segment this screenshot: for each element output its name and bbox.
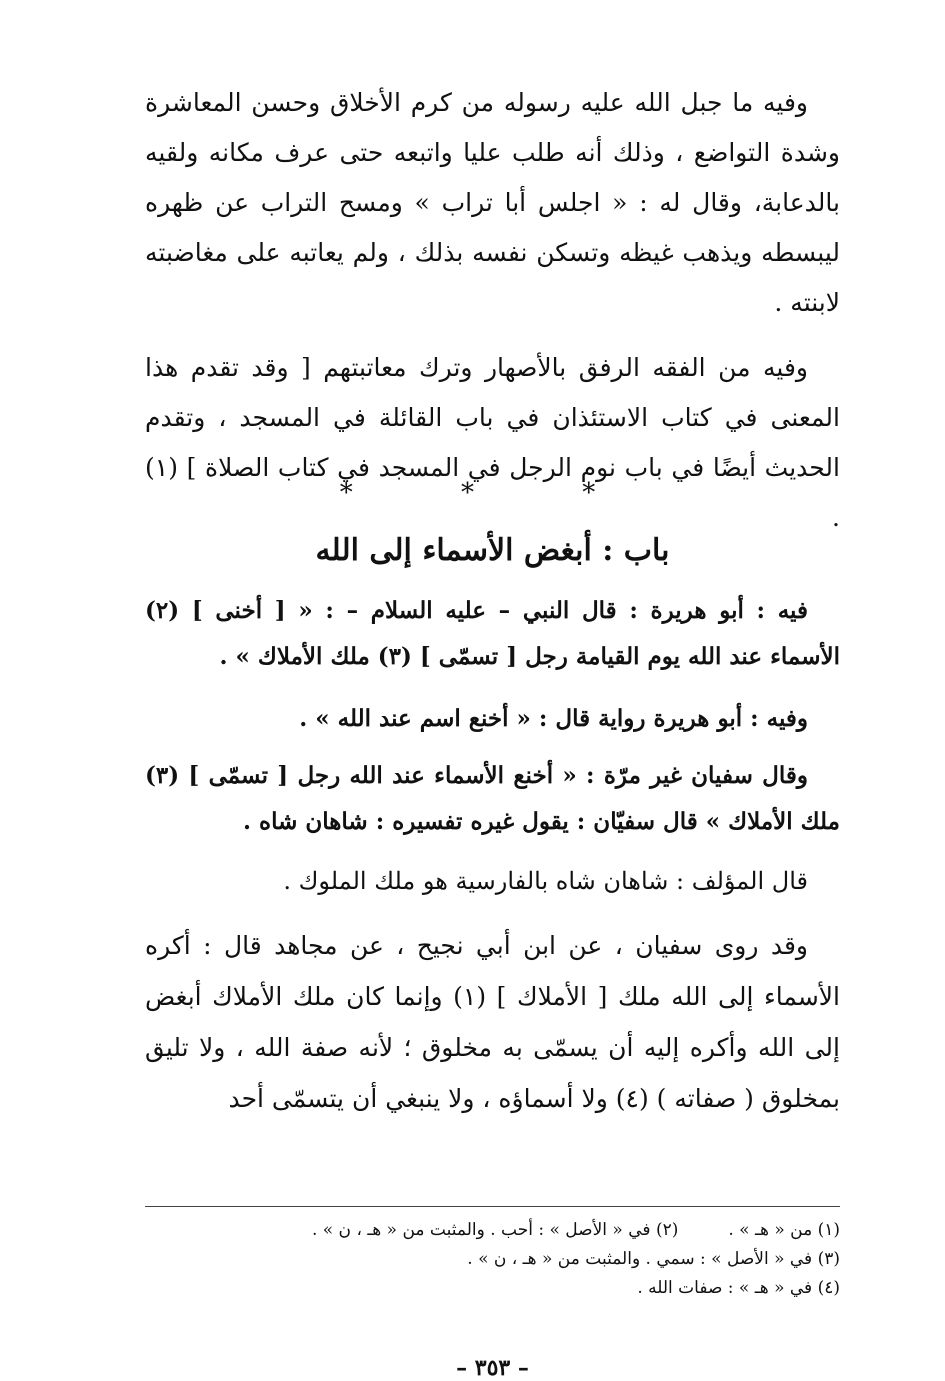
- paragraph-3-text: وقد روى سفيان ، عن ابن أبي نجيح ، عن مجاهد قال : أكره الأسماء إلى الله ملك [ الأملاك ] (١) وإنما كان ملك الأملاك أبغض إلى الله وأكره إليه أن يسمّى به مخلوق ؛ لأنه صفة الله ، ولا تليق بمخلوق ( صفاته ) (٤) ولا أسماؤه ، ولا ينبغي أن يتسمّى أحد: [145, 931, 840, 1113]
- author-note: [145, 856, 840, 906]
- paragraph-1-text: وفيه ما جبل الله عليه رسوله من كرم الأخلاق وحسن المعاشرة وشدة التواضع ، وذلك أنه طلب عليا واتبعه حتى عرف مكانه ولقيه بالدعابة، وقال له : « اجلس أبا تراب » ومسح التراب عن ظهره ليبسطه ويذهب غيظه وتسكن نفسه بذلك ، ولم يعاتبه على مغاضبته لابنته .: [145, 88, 840, 317]
- hadith-3: [145, 753, 840, 845]
- chapter-title: باب : أبغض الأسماء إلى الله: [315, 533, 670, 568]
- footnotes: [145, 1216, 840, 1303]
- paragraph-2: [145, 343, 840, 532]
- hadith-1: [145, 588, 840, 680]
- footnote-4: (٤) في « هـ » : صفات الله .: [637, 1278, 840, 1298]
- book-page: [145, 78, 840, 1381]
- hadith-1-text: فيه : أبو هريرة : قال النبي – عليه السلام – : « [ أخنى ] (٢) الأسماء عند الله يوم القيامة رجل [ تسمّى ] (٣) ملك الأملاك » .: [145, 597, 840, 670]
- paragraph-2-text: وفيه من الفقه الرفق بالأصهار وترك معاتبتهم [ وقد تقدم هذا المعنى في كتاب الاستئذان في باب القائلة في المسجد ، وتقدم الحديث أيضًا في باب نوم الرجل في المسجد في كتاب الصلاة ] (١) .: [145, 353, 840, 532]
- footnote-1: (١) من « هـ » .: [728, 1220, 840, 1240]
- page-number: – ٣٥٣ –: [456, 1355, 529, 1381]
- footnote-row-1: [145, 1216, 840, 1245]
- hadith-2-text: وفيه : أبو هريرة رواية قال : « أخنع اسم عند الله » .: [299, 705, 808, 732]
- paragraph-3: [145, 920, 840, 1124]
- author-note-text: قال المؤلف : شاهان شاه بالفارسية هو ملك الملوك .: [283, 867, 808, 895]
- section-separator: * * *: [339, 478, 646, 508]
- hadith-2: [145, 696, 840, 742]
- footnote-row-2: [145, 1245, 840, 1274]
- footnote-2: (٢) في « الأصل » : أحب . والمثبت من « هـ ، ن » .: [311, 1220, 679, 1240]
- footnote-divider: [145, 1206, 840, 1207]
- footnote-3: (٣) في « الأصل » : سمي . والمثبت من « هـ ، ن » .: [467, 1249, 840, 1269]
- paragraph-1: [145, 78, 840, 343]
- footnote-row-3: [145, 1274, 840, 1303]
- hadith-3-text: وقال سفيان غير مرّة : « أخنع الأسماء عند الله رجل [ تسمّى ] (٣) ملك الأملاك » قال سفيّان : يقول غيره تفسيره : شاهان شاه .: [145, 762, 840, 835]
